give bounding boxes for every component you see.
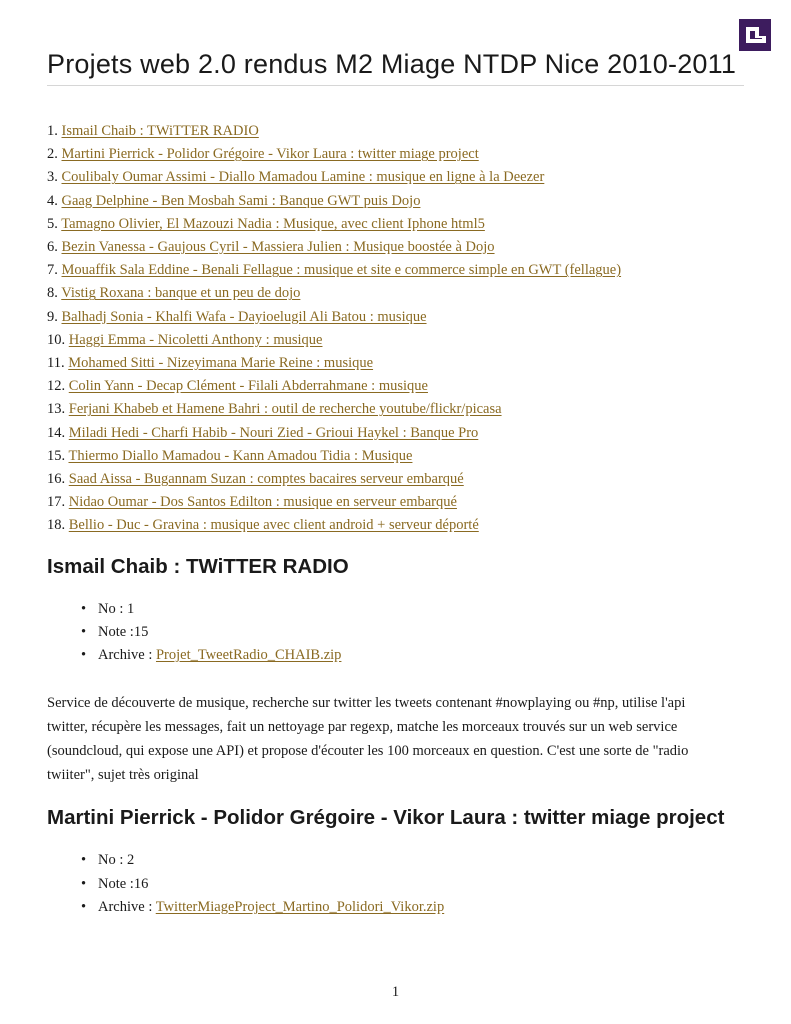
toc-link[interactable]: Colin Yann - Decap Clément - Filali Abderrahmane : musique: [68, 378, 428, 395]
toc-item: [47, 143, 744, 166]
toc-link[interactable]: Vistig Roxana : banque et un peu de dojo: [61, 285, 301, 302]
project-archive: [79, 644, 744, 667]
toc-item-number: 8.: [47, 285, 58, 302]
toc-item-number: 10.: [47, 331, 66, 348]
section-title: Martini Pierrick - Polidor Grégoire - Vikor Laura : twitter miage project: [47, 806, 725, 830]
table-of-contents: [47, 120, 744, 538]
toc-link[interactable]: Bellio - Duc - Gravina : musique avec client android + serveur déporté: [68, 517, 479, 534]
toc-link[interactable]: Gaag Delphine - Ben Mosbah Sami : Banque GWT puis Dojo: [61, 192, 421, 209]
toc-link[interactable]: Tamagno Olivier, El Mazouzi Nadia : Musique, avec client Iphone html5: [61, 215, 485, 232]
toc-item-number: 9.: [47, 308, 58, 325]
toc-item: [47, 352, 744, 375]
toc-item: [47, 120, 744, 143]
toc-link[interactable]: Mouaffik Sala Eddine - Benali Fellague : musique et site e commerce simple en GWT (fellague): [61, 262, 622, 279]
project-grade: • Note :15: [79, 621, 744, 644]
page-number: 1: [391, 984, 400, 1000]
toc-item: [47, 445, 744, 468]
toc-item-number: 5.: [47, 215, 58, 232]
toc-item-number: 11.: [47, 355, 65, 372]
section-meta-list: [47, 598, 744, 668]
toc-link[interactable]: Nidao Oumar - Dos Santos Edilton : musique en serveur embarqué: [68, 494, 457, 511]
toc-item-number: 14.: [47, 424, 66, 441]
project-archive: [79, 896, 744, 919]
toc-link[interactable]: Bezin Vanessa - Gaujous Cyril - Massiera Julien : Musique boostée à Dojo: [61, 239, 495, 256]
toc-item-number: 6.: [47, 239, 58, 256]
toc-item: [47, 398, 744, 421]
toc-link[interactable]: Ismail Chaib : TWiTTER RADIO: [61, 123, 259, 139]
toc-link[interactable]: Mohamed Sitti - Nizeyimana Marie Reine : musique: [68, 355, 374, 372]
toc-item: [47, 375, 744, 398]
project-number: • No : 2: [79, 849, 744, 872]
toc-item: [47, 491, 744, 514]
section-title: Ismail Chaib : TWiTTER RADIO: [47, 554, 349, 578]
toc-link[interactable]: Thiermo Diallo Mamadou - Kann Amadou Tidia : Musique: [68, 447, 413, 464]
toc-item: [47, 282, 744, 305]
toc-item: [47, 468, 744, 491]
toc-item-number: 13.: [47, 401, 66, 418]
page-title: Projets web 2.0 rendus M2 Miage NTDP Nice 2010-2011: [47, 48, 744, 86]
toc-item: [47, 514, 744, 537]
section-meta-list: [47, 849, 744, 919]
toc-item: [47, 422, 744, 445]
toc-link[interactable]: Haggi Emma - Nicoletti Anthony : musique: [68, 331, 323, 348]
toc-item: [47, 190, 744, 213]
toc-item: [47, 259, 744, 282]
toc-item-number: 15.: [47, 447, 66, 464]
toc-item-number: 12.: [47, 378, 66, 395]
toc-link[interactable]: Saad Aissa - Bugannam Suzan : comptes bacaires serveur embarqué: [68, 471, 464, 488]
toc-item: [47, 213, 744, 236]
toc-item-number: 18.: [47, 517, 66, 534]
document-page: [47, 48, 744, 919]
archive-label: Archive :: [98, 647, 156, 664]
archive-label: Archive :: [98, 898, 156, 915]
toc-item-number: 16.: [47, 471, 66, 488]
toc-item: [47, 236, 744, 259]
site-logo-icon: [739, 19, 771, 51]
archive-link[interactable]: TwitterMiageProject_Martino_Polidori_Vikor.zip: [155, 898, 445, 915]
project-description: Service de découverte de musique, recherche sur twitter les tweets contenant #nowplaying ou #np, utilise l'api twitter, récupère les messages, fait un nettoyage par regexp, matche les morceaux trouvés sur un web service (soundcloud, qui expose une API) et propose d'écouter les 100 morceaux en question. C'est une sorte de "radio twiiter", sujet très original: [47, 695, 689, 783]
toc-item-number: 7.: [47, 262, 58, 279]
toc-item-number: 2.: [47, 146, 58, 163]
toc-link[interactable]: Coulibaly Oumar Assimi - Diallo Mamadou Lamine : musique en ligne à la Deezer: [61, 169, 545, 186]
toc-link[interactable]: Balhadj Sonia - Khalfi Wafa - Dayioelugil Ali Batou : musique: [61, 308, 427, 325]
toc-item: [47, 329, 744, 352]
toc-link[interactable]: Ferjani Khabeb et Hamene Bahri : outil de recherche youtube/flickr/picasa: [68, 401, 502, 418]
project-number: • No : 1: [79, 598, 744, 621]
toc-item: [47, 306, 744, 329]
archive-link[interactable]: Projet_TweetRadio_CHAIB.zip: [155, 647, 342, 664]
toc-item-number: 17.: [47, 494, 66, 511]
toc-item-number: 3.: [47, 169, 58, 186]
toc-link[interactable]: Martini Pierrick - Polidor Grégoire - Vikor Laura : twitter miage project: [61, 146, 479, 163]
toc-item-number: 1.: [47, 123, 58, 139]
toc-item: [47, 166, 744, 189]
project-grade: • Note :16: [79, 873, 744, 896]
toc-link[interactable]: Miladi Hedi - Charfi Habib - Nouri Zied - Grioui Haykel : Banque Pro: [68, 424, 479, 441]
toc-item-number: 4.: [47, 192, 58, 209]
